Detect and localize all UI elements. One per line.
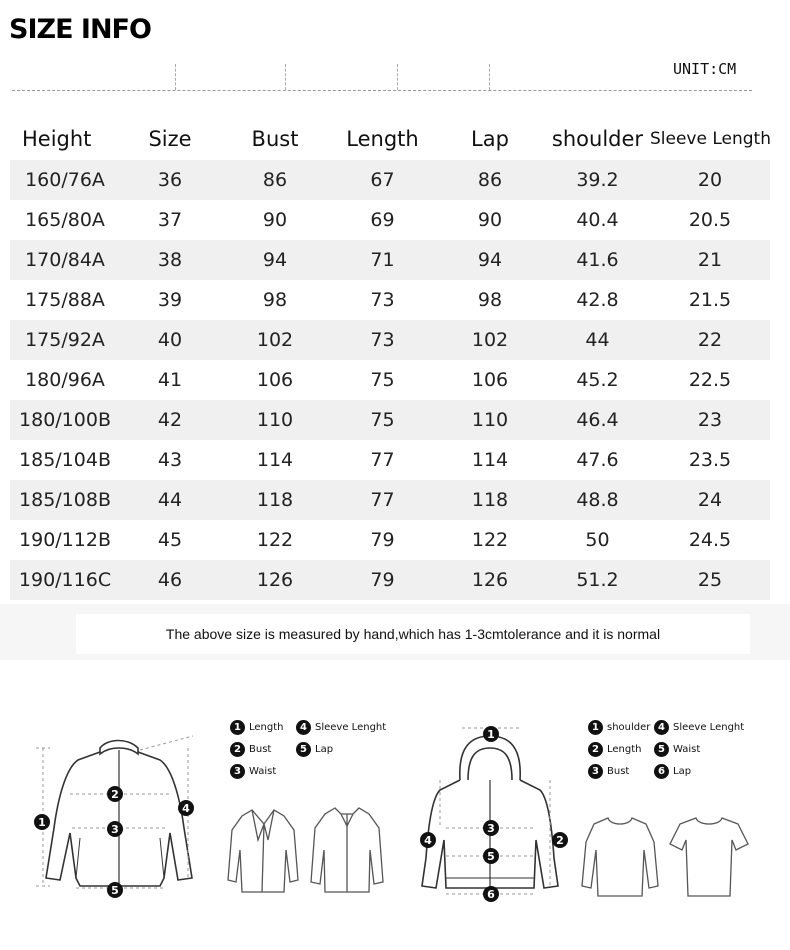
legend-label: Bust (249, 744, 272, 755)
table-cell: 86 (220, 160, 330, 200)
marker-5 (107, 882, 123, 898)
legend-number-badge: 3 (230, 764, 245, 779)
marker-4 (178, 800, 194, 816)
marker-4 (420, 832, 436, 848)
table-cell: 25 (650, 560, 770, 600)
divider (489, 64, 490, 90)
legend-label: Lap (315, 744, 334, 755)
table-row (10, 200, 770, 240)
table-cell: 94 (220, 240, 330, 280)
table-cell: 23 (650, 400, 770, 440)
header-shoulder: shoulder (551, 127, 644, 151)
table-cell: 118 (435, 480, 545, 520)
marker-1 (483, 726, 499, 742)
table-cell: 21 (650, 240, 770, 280)
marker-3 (483, 820, 499, 836)
table-cell: 51.2 (545, 560, 650, 600)
table-cell: 79 (330, 560, 435, 600)
table-cell: 36 (120, 160, 220, 200)
table-cell: 41 (157, 369, 183, 391)
legend-number-badge: 3 (588, 764, 603, 779)
marker-6 (483, 886, 499, 902)
header-bust: Bust (251, 127, 299, 151)
legend-number-badge: 5 (654, 742, 669, 757)
marker-2 (552, 832, 568, 848)
table-cell: 73 (370, 289, 395, 311)
table-cell: 126 (435, 560, 545, 600)
table-cell: 20.5 (688, 209, 732, 231)
table-cell: 90 (477, 209, 503, 231)
table-cell: 24 (650, 480, 770, 520)
legend-item (296, 742, 333, 757)
table-cell: 190/116C (10, 560, 120, 600)
svg-text:5: 5 (487, 850, 495, 863)
legend-number-badge: 1 (588, 720, 603, 735)
legend-label: Length (249, 722, 284, 733)
table-cell: 98 (477, 289, 503, 311)
table-cell: 110 (220, 400, 330, 440)
legend-item (588, 720, 650, 735)
table-row (10, 280, 770, 320)
legend-number-badge: 2 (588, 742, 603, 757)
legend-number-badge: 5 (296, 742, 311, 757)
table-cell: 39 (157, 289, 183, 311)
legend-label: shoulder (607, 722, 651, 733)
table-cell: 122 (256, 529, 294, 551)
table-cell: 175/88A (25, 289, 105, 311)
table-cell: 71 (330, 240, 435, 280)
table-cell: 22.5 (688, 369, 732, 391)
table-row (10, 440, 770, 480)
legend-label: Lap (673, 766, 692, 777)
table-cell: 67 (330, 160, 435, 200)
legend-number-badge: 6 (654, 764, 669, 779)
table-header-row (10, 118, 770, 160)
legend-item (230, 720, 284, 735)
shirt-icon (311, 808, 383, 892)
table-cell: 98 (262, 289, 288, 311)
legend-label: Waist (249, 766, 277, 777)
table-cell: 39.2 (545, 160, 650, 200)
table-cell: 22 (650, 320, 770, 360)
svg-text:6: 6 (487, 888, 495, 901)
table-cell: 41.6 (545, 240, 650, 280)
table-row (10, 320, 770, 360)
legend-number-badge: 2 (230, 742, 245, 757)
divider (397, 64, 398, 90)
marker-1 (34, 814, 50, 830)
legend-left (230, 720, 400, 790)
table-cell: 46 (120, 560, 220, 600)
table-cell: 110 (435, 400, 545, 440)
table-cell: 90 (262, 209, 288, 231)
size-table (10, 118, 770, 600)
hoodie-markers (420, 726, 568, 902)
table-cell: 185/104B (19, 449, 111, 471)
table-cell: 75 (370, 369, 395, 391)
table-cell: 40 (120, 320, 220, 360)
hoodie-icon (422, 736, 558, 888)
table-cell: 190/112B (19, 529, 111, 551)
legend-item (654, 764, 691, 779)
legend-item (588, 764, 629, 779)
svg-text:5: 5 (111, 884, 119, 897)
shirts-left-diagram (222, 800, 387, 900)
table-cell: 165/80A (25, 209, 105, 231)
legend-label: Sleeve Lenght (673, 722, 745, 733)
table-row (10, 520, 770, 560)
unit-label: UNIT:CM (673, 60, 737, 78)
svg-text:1: 1 (38, 816, 46, 829)
table-cell: 160/76A (10, 160, 120, 200)
table-cell: 86 (435, 160, 545, 200)
table-cell: 180/96A (25, 369, 105, 391)
jacket-icon (46, 741, 192, 887)
table-cell: 170/84A (10, 240, 120, 280)
page-title: SIZE INFO (9, 14, 151, 45)
table-cell: 20 (650, 160, 770, 200)
table-cell: 40.4 (576, 209, 619, 231)
table-cell: 126 (220, 560, 330, 600)
svg-text:3: 3 (111, 823, 119, 836)
svg-text:2: 2 (556, 834, 564, 847)
table-cell: 175/92A (10, 320, 120, 360)
table-cell: 114 (471, 449, 509, 471)
short-sleeve-tee-icon (670, 818, 748, 896)
table-cell: 185/108B (10, 480, 120, 520)
table-cell: 102 (435, 320, 545, 360)
marker-5 (483, 848, 499, 864)
table-cell: 47.6 (576, 449, 619, 471)
table-cell: 21.5 (688, 289, 732, 311)
legend-label: Sleeve Lenght (315, 722, 387, 733)
svg-text:1: 1 (487, 728, 495, 741)
table-cell: 44 (120, 480, 220, 520)
legend-label: Length (607, 744, 642, 755)
legend-label: Bust (607, 766, 630, 777)
table-cell: 23.5 (688, 449, 732, 471)
header-length: Length (346, 127, 419, 151)
marker-3 (107, 821, 123, 837)
table-cell: 118 (220, 480, 330, 520)
legend-number-badge: 4 (654, 720, 669, 735)
table-cell: 114 (256, 449, 294, 471)
table-cell: 94 (435, 240, 545, 280)
table-cell: 38 (120, 240, 220, 280)
table-cell: 180/100B (10, 400, 120, 440)
table-cell: 45.2 (576, 369, 619, 391)
svg-text:4: 4 (182, 802, 190, 815)
table-cell: 48.8 (545, 480, 650, 520)
table-cell: 122 (471, 529, 509, 551)
legend-right (588, 720, 768, 790)
legend-item (654, 720, 744, 735)
svg-text:2: 2 (111, 788, 119, 801)
table-row (10, 240, 770, 280)
legend-label: Waist (673, 744, 701, 755)
header-sleeve-length: Sleeve Length (650, 129, 771, 149)
header-lap: Lap (471, 127, 509, 151)
table-cell: 45 (157, 529, 183, 551)
table-cell: 37 (157, 209, 183, 231)
divider (175, 64, 176, 90)
table-cell: 42.8 (576, 289, 619, 311)
table-cell: 50 (585, 529, 610, 551)
table-cell: 102 (220, 320, 330, 360)
table-row (10, 360, 770, 400)
legend-item (296, 720, 386, 735)
measurement-note: The above size is measured by hand,which has 1-3cmtolerance and it is normal (76, 614, 750, 654)
table-cell: 69 (370, 209, 395, 231)
legend-item (588, 742, 642, 757)
table-row (10, 480, 770, 520)
blazer-icon (228, 810, 298, 892)
table-cell: 77 (370, 449, 395, 471)
table-cell: 106 (471, 369, 509, 391)
table-cell: 42 (120, 400, 220, 440)
table-row (10, 560, 770, 600)
legend-item (230, 742, 271, 757)
marker-2 (107, 786, 123, 802)
table-cell: 43 (157, 449, 183, 471)
svg-text:3: 3 (487, 822, 495, 835)
legend-number-badge: 4 (296, 720, 311, 735)
long-sleeve-tee-icon (582, 818, 658, 896)
table-cell: 77 (330, 480, 435, 520)
legend-item (230, 764, 276, 779)
divider (285, 64, 286, 90)
svg-text:4: 4 (424, 834, 432, 847)
header-height: Height (22, 127, 92, 151)
table-cell: 73 (330, 320, 435, 360)
jacket-diagram (28, 728, 228, 903)
legend-number-badge: 1 (230, 720, 245, 735)
table-row (10, 160, 770, 200)
table-cell: 24.5 (688, 529, 732, 551)
table-row (10, 400, 770, 440)
hoodie-diagram (410, 718, 580, 908)
table-cell: 44 (545, 320, 650, 360)
header-size: Size (148, 127, 192, 151)
dotted-separator (12, 90, 752, 91)
table-cell: 106 (256, 369, 294, 391)
table-cell: 79 (370, 529, 395, 551)
legend-item (654, 742, 700, 757)
tees-right-diagram (580, 812, 750, 902)
table-cell: 46.4 (545, 400, 650, 440)
table-cell: 75 (330, 400, 435, 440)
